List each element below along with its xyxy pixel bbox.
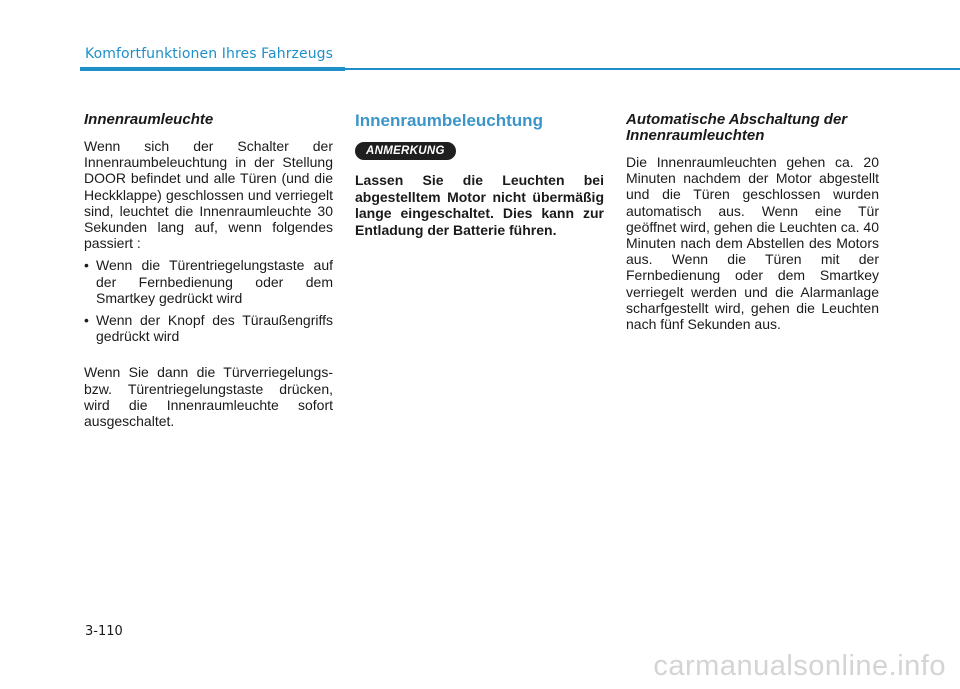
page-number: 3-110 — [85, 624, 123, 639]
header-rule-thin — [345, 68, 960, 70]
intro-paragraph: Wenn sich der Schalter der Innenraumbeleuchtung in der Stellung DOOR befindet und alle Türen (und die Heckklappe) geschlossen und verriegelt sind, leuchtet die Innenraumleuchte 30 Sekunden lang auf, wenn folgendes passiert : — [84, 138, 333, 252]
heading-innenraumbeleuchtung: Innenraumbeleuchtung — [355, 111, 543, 130]
header-rule-thick — [80, 67, 345, 71]
abschaltung-paragraph: Die Innenraumleuchten gehen ca. 20 Minuten nachdem der Motor abgestellt und die Türen geschlossen wurden automatisch aus. Wenn eine Tür geöffnet wird, gehen die Leuchten ca. 40 Minuten nach dem Abstellen des Motors aus. Wenn die Türen mit der Fernbedienung oder dem Smartkey verriegelt werden und die Alarmanlage scharfgestellt wird, gehen die Leuchten nach fünf Sekunden aus. — [626, 154, 879, 333]
column-right — [626, 112, 879, 332]
bullet-icon: • — [84, 257, 89, 274]
heading-innenraumleuchte: Innenraumleuchte — [84, 111, 214, 128]
note-badge: ANMERKUNG — [355, 142, 456, 160]
column-middle — [355, 112, 604, 238]
column-left — [84, 112, 333, 429]
bullet-list — [84, 257, 333, 344]
section-title: Komfortfunktionen Ihres Fahrzeugs — [85, 46, 334, 62]
note-text: Lassen Sie die Leuchten bei abgestelltem Motor nicht übermäßig lange eingeschaltet. Dies kann zur Entladung der Batterie führen. — [355, 172, 604, 238]
watermark: carmanualsonline.info — [653, 650, 946, 682]
bullet-item: • Wenn der Knopf des Türaußengriffs gedrückt wird — [84, 312, 333, 345]
heading-automatische-abschaltung: Automatische Abschaltung der Innenraumleuchten — [626, 111, 848, 144]
bullet-icon: • — [84, 312, 89, 329]
outro-paragraph: Wenn Sie dann die Türverriegelungs- bzw. Türentriegelungstaste drücken, wird die Innenraumleuchte sofort ausgeschaltet. — [84, 364, 333, 430]
bullet-item: • Wenn die Türentriegelungstaste auf der Fernbedienung oder dem Smartkey gedrückt wird — [84, 257, 333, 306]
